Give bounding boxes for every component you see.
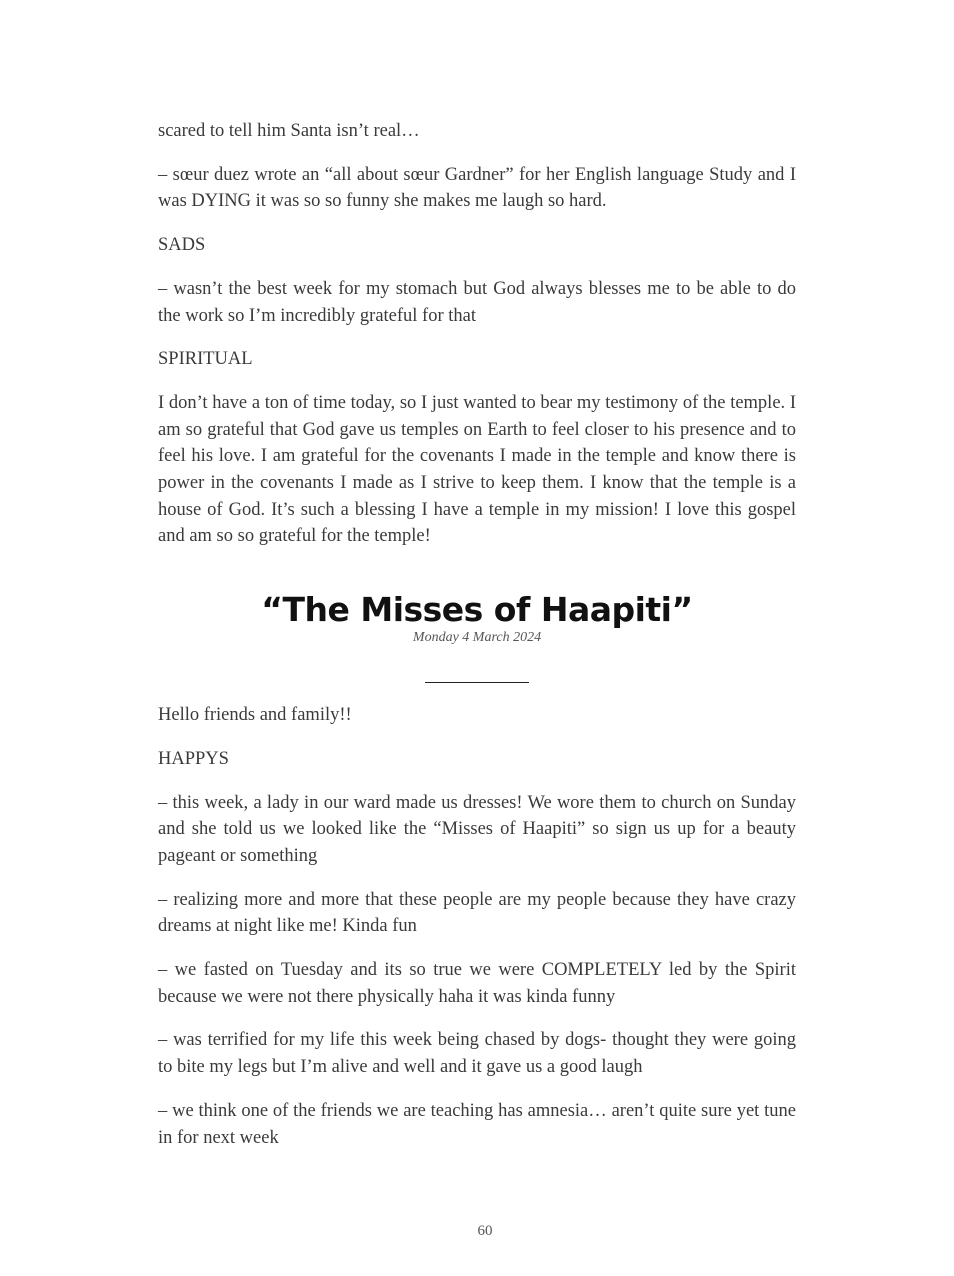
paragraph-crazy-dreams: – realizing more and more that these people are my people because they have crazy dreams at night like me! Kinda fun — [158, 889, 796, 937]
paragraph-dresses: – this week, a lady in our ward made us dresses! We wore them to church on Sunday and she told us we looked like the “Misses of Haapiti” so sign us up for a beauty pageant or something — [158, 792, 796, 866]
section-heading-sads: SADS — [158, 235, 206, 256]
paragraph-santa: scared to tell him Santa isn’t real… — [158, 121, 420, 141]
section-heading-spiritual: SPIRITUAL — [158, 349, 253, 370]
paragraph-testimony: I don’t have a ton of time today, so I just wanted to bear my testimony of the temple. I am so grateful that God gave us temples on Earth to feel closer to his presence and to feel his love. I am grateful for the covenants I made in the temple and know there is power in the covenants I made as I strive to keep them. I know that the temple is a house of God. It’s such a blessing I have a temple in my mission! I love this gospel and am so so grateful for the temple! — [158, 392, 796, 547]
entry-title: “The Misses of Haapiti” — [261, 590, 693, 630]
title-divider — [425, 682, 529, 683]
paragraph-amnesia: – we think one of the friends we are teaching has amnesia… aren’t quite sure yet tune in for next week — [158, 1100, 796, 1148]
entry-date: Monday 4 March 2024 — [412, 630, 542, 646]
section-heading-happys: HAPPYS — [158, 748, 229, 769]
paragraph-fasted: – we fasted on Tuesday and its so true we were COMPLETELY led by the Spirit because we were not there physically haha it was kinda funny — [158, 960, 796, 1007]
paragraph-greeting: Hello friends and family!! — [158, 705, 352, 726]
page-content — [158, 118, 796, 1168]
entry-header — [158, 590, 796, 683]
paragraph-soeur-duez: – sœur duez wrote an “all about sœur Gardner” for her English language Study and I was DYING it was so so funny she makes me laugh so hard. — [158, 164, 796, 212]
paragraph-dogs: – was terrified for my life this week being chased by dogs- thought they were going to bite my legs but I’m alive and well and it gave us a good laugh — [158, 1030, 796, 1078]
paragraph-stomach: – wasn’t the best week for my stomach but God always blesses me to be able to do the work so I’m incredibly grateful for that — [158, 278, 796, 326]
page-number: 60 — [477, 1223, 493, 1239]
